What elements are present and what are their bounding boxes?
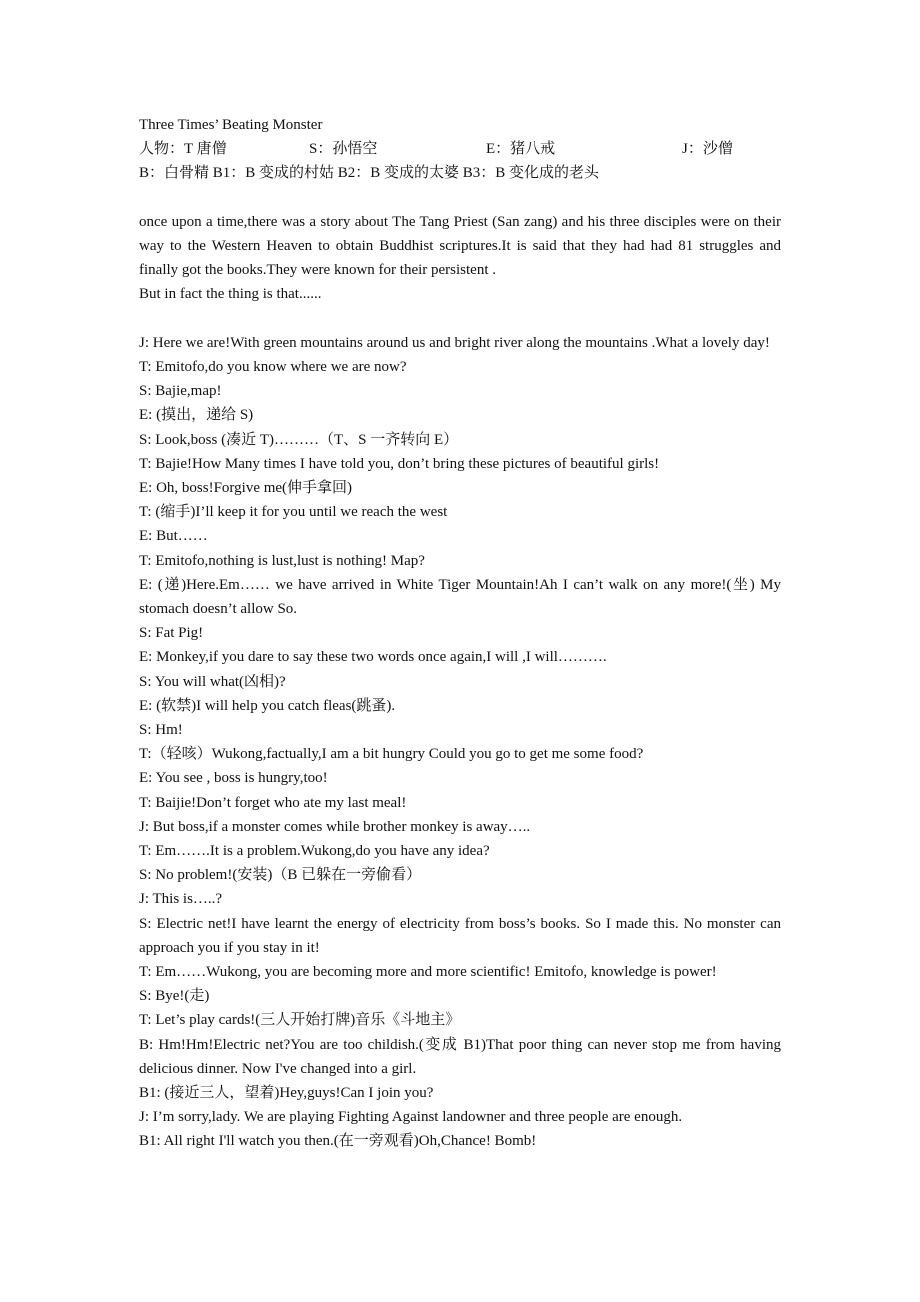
dialogue-line: T: Em…….It is a problem.Wukong,do you have any idea? — [139, 843, 490, 860]
dialogue-line: T: (缩手)I’ll keep it for you until we reach the west — [139, 504, 448, 521]
dialogue-line: T: Emitofo,do you know where we are now? — [139, 358, 407, 375]
intro-paragraph-2: But in fact the thing is that...... — [139, 286, 322, 303]
dialogue-line: T: Emitofo,nothing is lust,lust is nothing! Map? — [139, 552, 425, 569]
dialogue-line: E: (摸出，递给 S) — [139, 407, 254, 424]
character-sun-wukong: S：孙悟空 — [309, 141, 378, 158]
dialogue-line: B1: All right I'll watch you then.(在一旁观看)Oh,Chance! Bomb! — [139, 1133, 537, 1150]
dialogue-line: T: Bajie!How Many times I have told you, don’t bring these pictures of beautiful girls! — [139, 455, 660, 472]
dialogue-line: E: (递)Here.Em…… we have arrived in White Tiger Mountain!Ah I can’t walk on any more!(坐) My stomach doesn’t allow So. — [139, 576, 781, 617]
dialogue-line: E: Oh, boss!Forgive me(伸手拿回) — [139, 479, 353, 496]
character-tang-seng: 人物：T 唐僧 — [139, 141, 227, 158]
dialogue-line: S: Bye!(走) — [139, 988, 210, 1005]
character-sha-seng: J：沙僧 — [682, 141, 733, 158]
intro-paragraph: once upon a time,there was a story about The Tang Priest (San zang) and his three disciples were on their way to the Western Heaven to obtain Buddhist scriptures.It is said that they had had 81 struggles and finally got the books.They were known for their persistent . — [139, 213, 781, 279]
dialogue-line: T:（轻咳）Wukong,factually,I am a bit hungry Could you go to get me some food? — [139, 746, 644, 763]
character-zhu-bajie: E：猪八戒 — [486, 141, 556, 158]
dialogue-line: B1: (接近三人，望着)Hey,guys!Can I join you? — [139, 1085, 434, 1102]
blank-line — [139, 186, 781, 210]
dialogue-line: E: Monkey,if you dare to say these two words once again,I will ,I will………. — [139, 649, 607, 666]
script-title: Three Times’ Beating Monster — [139, 117, 323, 133]
dialogue-line: S: Hm! — [139, 722, 183, 738]
dialogue-line: E: (软禁)I will help you catch fleas(跳蚤). — [139, 697, 396, 714]
dialogue-list — [139, 331, 781, 1154]
dialogue-line: S: Fat Pig! — [139, 625, 204, 642]
dialogue-line: B: Hm!Hm!Electric net?You are too childish.(变成 B1)That poor thing can never stop me from having delicious dinner. Now I've changed into a girl. — [139, 1036, 781, 1077]
dialogue-line: E: But…… — [139, 528, 208, 545]
dialogue-line: T: Em……Wukong, you are becoming more and more scientific! Emitofo, knowledge is power! — [139, 964, 717, 981]
character-list-row-2: B：白骨精 B1：B 变成的村姑 B2：B 变成的太婆 B3：B 变化成的老头 — [139, 165, 600, 182]
dialogue-line: S: No problem!(安装)（B 已躲在一旁偷看） — [139, 867, 422, 884]
dialogue-line: S: Electric net!I have learnt the energy of electricity from boss’s books. So I made this. No monster can approach you if you stay in it! — [139, 915, 781, 956]
dialogue-line: S: Look,boss (凑近 T)………（T、S 一齐转向 E） — [139, 431, 459, 448]
dialogue-line: J: But boss,if a monster comes while brother monkey is away….. — [139, 818, 531, 835]
dialogue-line: J: I’m sorry,lady. We are playing Fighting Against landowner and three people are enough. — [139, 1109, 683, 1126]
document-body — [139, 113, 781, 1154]
character-list-row-1 — [139, 137, 781, 161]
dialogue-line: S: Bajie,map! — [139, 383, 222, 400]
dialogue-line: S: You will what(凶相)? — [139, 673, 286, 690]
dialogue-line: T: Baijie!Don’t forget who ate my last meal! — [139, 794, 407, 811]
blank-line — [139, 307, 781, 331]
dialogue-line: E: You see , boss is hungry,too! — [139, 770, 328, 787]
dialogue-line: J: This is…..? — [139, 891, 223, 908]
dialogue-line: J: Here we are!With green mountains around us and bright river along the mountains .What a lovely day! — [139, 334, 770, 351]
dialogue-line: T: Let’s play cards!(三人开始打牌)音乐《斗地主》 — [139, 1012, 461, 1029]
